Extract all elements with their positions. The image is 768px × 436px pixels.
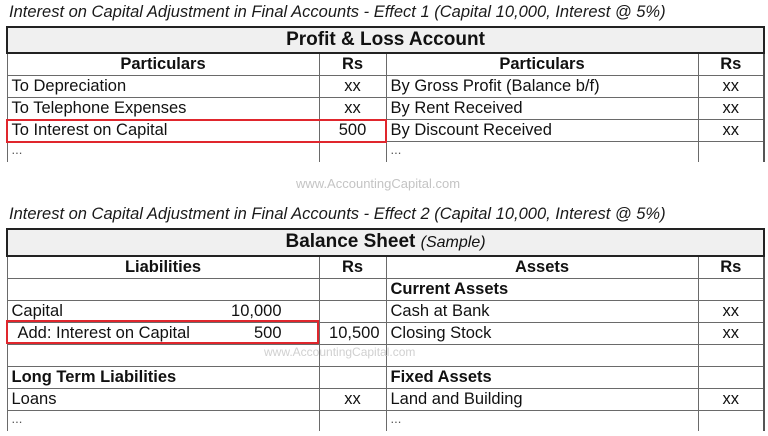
asset-amount <box>698 345 764 367</box>
asset-item: Cash at Bank <box>386 301 698 323</box>
profit-loss-table <box>6 26 765 162</box>
table-row <box>7 279 764 301</box>
liability-amount: xx <box>319 389 386 411</box>
col-liabilities: Liabilities <box>7 256 319 279</box>
debit-amount <box>319 142 386 163</box>
asset-group-heading: Fixed Assets <box>386 367 698 389</box>
asset-amount: xx <box>698 389 764 411</box>
table-row-continuation <box>7 142 764 163</box>
col-rs-assets: Rs <box>698 256 764 279</box>
debit-ellipsis: ... <box>7 142 319 163</box>
liability-amount <box>319 367 386 389</box>
column-header-row <box>7 256 764 279</box>
balance-sheet-title <box>7 229 764 256</box>
asset-amount <box>698 279 764 301</box>
liability-inner-amount: 500 <box>253 324 282 342</box>
credit-ellipsis: ... <box>386 142 698 163</box>
credit-amount: xx <box>698 76 764 98</box>
credit-item: By Gross Profit (Balance b/f) <box>386 76 698 98</box>
balance-sheet-table <box>6 228 765 431</box>
liability-label: Add: Interest on Capital <box>17 324 190 342</box>
credit-amount: xx <box>698 98 764 120</box>
table-row <box>7 367 764 389</box>
credit-item: By Rent Received <box>386 98 698 120</box>
debit-amount: xx <box>319 98 386 120</box>
liability-amount <box>319 411 386 432</box>
debit-amount: 500 <box>319 120 386 142</box>
table-row-highlighted <box>7 120 764 142</box>
liability-amount <box>319 279 386 301</box>
liability-inner-amount: 10,000 <box>231 302 282 320</box>
watermark: www.AccountingCapital.com <box>296 176 461 191</box>
liability-ellipsis: ... <box>7 411 319 432</box>
liability-item: Loans <box>7 389 319 411</box>
effect2-caption: Interest on Capital Adjustment in Final Accounts - Effect 2 (Capital 10,000, Interest @ 5%) <box>9 205 666 223</box>
col-particulars-credit: Particulars <box>386 53 698 76</box>
asset-amount: xx <box>698 323 764 345</box>
liability-amount: 10,500 <box>319 323 386 345</box>
table-row <box>7 76 764 98</box>
liability-label: Capital <box>11 302 63 320</box>
table-row <box>7 301 764 323</box>
watermark-2: www.AccountingCapital.com <box>264 345 416 359</box>
debit-item: To Telephone Expenses <box>7 98 319 120</box>
profit-loss-title: Profit & Loss Account <box>7 27 764 53</box>
col-rs-liabilities: Rs <box>319 256 386 279</box>
col-rs-debit: Rs <box>319 53 386 76</box>
asset-ellipsis: ... <box>386 411 698 432</box>
credit-item: By Discount Received <box>386 120 698 142</box>
debit-amount: xx <box>319 76 386 98</box>
asset-group-heading: Current Assets <box>386 279 698 301</box>
asset-amount <box>698 411 764 432</box>
table-row-continuation <box>7 411 764 432</box>
col-assets: Assets <box>386 256 698 279</box>
liability-group-heading: Long Term Liabilities <box>7 367 319 389</box>
column-header-row <box>7 53 764 76</box>
liability-item <box>7 323 319 345</box>
asset-item: Land and Building <box>386 389 698 411</box>
asset-amount <box>698 367 764 389</box>
credit-amount <box>698 142 764 163</box>
table-row-highlighted <box>7 323 764 345</box>
balance-sheet-subtitle: (Sample) <box>420 234 486 251</box>
table-row <box>7 389 764 411</box>
debit-item: To Interest on Capital <box>7 120 319 142</box>
asset-item: Closing Stock <box>386 323 698 345</box>
asset-item <box>386 345 698 367</box>
effect1-caption: Interest on Capital Adjustment in Final Accounts - Effect 1 (Capital 10,000, Interest @ 5%) <box>9 3 666 21</box>
liability-amount <box>319 301 386 323</box>
balance-sheet-title-text: Balance Sheet <box>285 231 416 252</box>
col-particulars-debit: Particulars <box>7 53 319 76</box>
asset-amount: xx <box>698 301 764 323</box>
col-rs-credit: Rs <box>698 53 764 76</box>
debit-item: To Depreciation <box>7 76 319 98</box>
liability-item <box>7 279 319 301</box>
liability-item <box>7 301 319 323</box>
table-row <box>7 98 764 120</box>
credit-amount: xx <box>698 120 764 142</box>
